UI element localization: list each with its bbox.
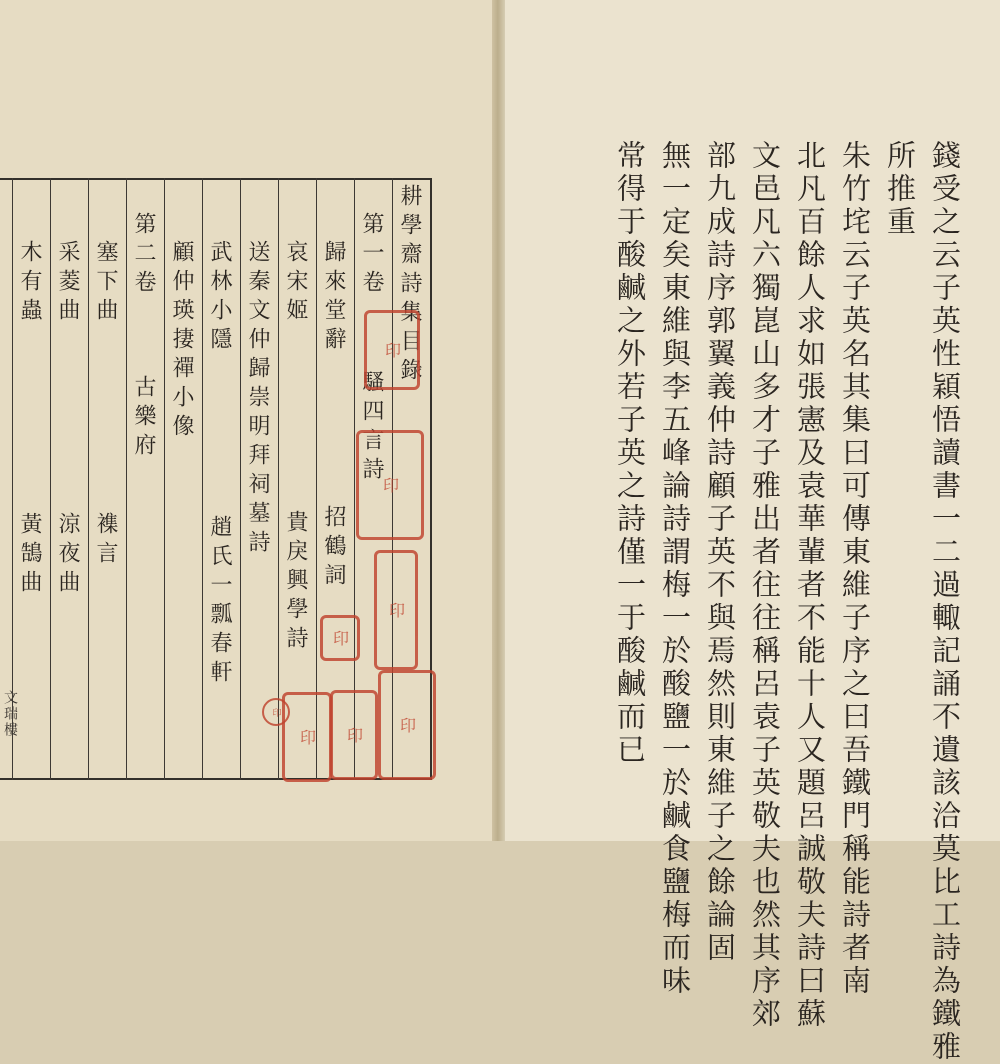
- column-rule: [126, 178, 127, 780]
- toc-entry-lower: 襍言: [93, 512, 118, 570]
- toc-entry-lower: 騷四言詩: [359, 370, 384, 486]
- collector-seal: 印: [364, 310, 420, 390]
- text-column: 常得于酸鹹之外若子英之詩僅一于酸鹹而已: [613, 140, 647, 767]
- left-page: [0, 0, 492, 841]
- collector-seal: 印: [262, 698, 290, 726]
- toc-entry: 哀宋姬: [283, 240, 308, 327]
- text-column: 錢受之云子英性穎悟讀書一二過輙記誦不遺該洽莫比工詩為鐵雅: [928, 140, 962, 1064]
- column-rule: [316, 178, 317, 780]
- catalog-title: 耕學齋詩集目錄: [397, 184, 422, 387]
- text-column: 部九成詩序郭翼義仲詩顧子英不與焉然則東維子之餘論固: [703, 140, 737, 965]
- toc-entry: 顧仲瑛捿禪小像: [169, 240, 194, 443]
- column-rule: [278, 178, 279, 780]
- collector-seal: 印: [282, 692, 332, 782]
- toc-entry-lower: 貴戾興學詩: [283, 510, 308, 655]
- toc-entry-lower: 古樂府: [131, 375, 156, 462]
- toc-entry: 塞下曲: [93, 240, 118, 327]
- margin-label: 文瑞樓: [2, 690, 18, 738]
- text-column: 北凡百餘人求如張憲及袁華輩者不能十人又題呂誠敬夫詩曰蘇: [793, 140, 827, 1031]
- volume-one-heading: 第一卷: [359, 212, 384, 299]
- toc-entry-lower: 涼夜曲: [55, 512, 80, 599]
- volume-two-heading: 第二卷: [131, 212, 156, 299]
- collector-seal: 印: [378, 670, 436, 780]
- column-rule: [240, 178, 241, 780]
- toc-entry-lower: 趙氏一瓢春軒: [207, 515, 232, 689]
- column-rule: [88, 178, 89, 780]
- collector-seal: 印: [356, 430, 424, 540]
- book-gutter: [492, 0, 505, 841]
- toc-entry: 采菱曲: [55, 240, 80, 327]
- collector-seal: 印: [320, 615, 360, 661]
- column-rule: [164, 178, 165, 780]
- toc-entry-lower: 黃鵠曲: [17, 512, 42, 599]
- text-column: 朱竹垞云子英名其集曰可傳東維子序之曰吾鐵門稱能詩者南: [838, 140, 872, 998]
- toc-entry: 木有蟲: [17, 240, 42, 327]
- text-column: 文邑凡六獨崑山多才子雅出者往往稱呂袁子英敬夫也然其序郊: [748, 140, 782, 1031]
- toc-entry: 送秦文仲歸崇明拜祠墓詩: [245, 240, 270, 559]
- right-page: [505, 0, 1000, 1064]
- text-column: 所推重: [883, 140, 917, 239]
- column-rule: [50, 178, 51, 780]
- collector-seal: 印: [330, 690, 378, 780]
- column-rule: [202, 178, 203, 780]
- collector-seal: 印: [374, 550, 418, 670]
- toc-entry: 歸來堂辭: [321, 240, 346, 356]
- toc-entry: 武林小隱: [207, 240, 232, 356]
- toc-entry-lower: 招鶴詞: [321, 505, 346, 592]
- text-column: 無一定矣東維與李五峰論詩謂梅一於酸鹽一於鹹食鹽梅而味: [658, 140, 692, 998]
